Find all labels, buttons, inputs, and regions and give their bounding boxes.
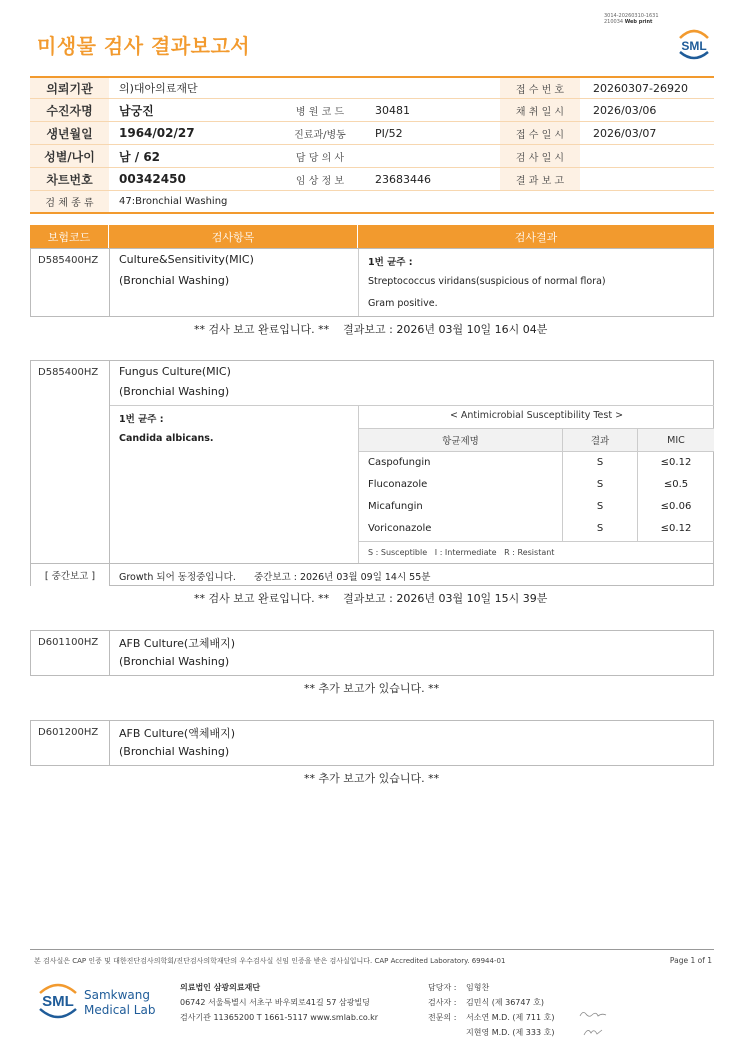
- collect-date-label: 채 취 일 시: [515, 106, 565, 118]
- birth-label: 생년월일: [30, 122, 109, 144]
- receipt-date-value: 2026/03/07: [593, 126, 657, 140]
- staff-role: 검사자 :: [428, 998, 457, 1007]
- susceptibility-title: < Antimicrobial Susceptibility Test >: [449, 410, 624, 421]
- staff-name: 임형찬: [466, 983, 490, 992]
- header-item: 검사항목: [109, 225, 358, 248]
- info-row: [30, 76, 714, 99]
- report-label: 결 과 보 고: [515, 175, 565, 187]
- test-name: AFB Culture(고체배지): [119, 637, 236, 650]
- page-number: Page 1 of 1: [669, 956, 712, 965]
- name-label: 수진자명: [30, 99, 109, 121]
- staff-name: 김민식 (제 36747 호): [466, 998, 544, 1007]
- interim-text: Growth 되어 동정중입니다.: [119, 572, 236, 583]
- result-label: 1번 균주 :: [368, 257, 413, 268]
- complete-text: ** 검사 보고 완료입니다. **: [194, 323, 330, 336]
- test-code: D601100HZ: [31, 631, 110, 675]
- header-result: 검사결과: [514, 230, 558, 244]
- info-row: [30, 191, 714, 214]
- sml-footer-logo-icon: [36, 981, 80, 1021]
- test-specimen: (Bronchial Washing): [119, 274, 230, 287]
- result-gram: Gram positive.: [368, 298, 438, 309]
- test-block: [30, 248, 714, 317]
- clinical-label: 임 상 정 보: [295, 175, 345, 187]
- sus-drug: Micafungin: [368, 501, 423, 512]
- signature-icon: [582, 1025, 604, 1037]
- doctor-label: 담 당 의 사: [295, 152, 345, 164]
- staff-name: 서소연 M.D. (제 711 호): [466, 1013, 555, 1022]
- sus-drug: Voriconazole: [368, 523, 432, 534]
- specimen-label: 검 체 종 류: [30, 191, 109, 212]
- test-code: D585400HZ: [31, 361, 110, 585]
- org-address: 06742 서울특별시 서초구 바우뫼로41길 57 삼광빌딩: [180, 998, 370, 1007]
- svg-text:SML: SML: [681, 39, 707, 53]
- sus-header-drug: 항균제명: [359, 429, 562, 451]
- dept-value: PI/52: [375, 126, 403, 140]
- web-print-label: Web print: [624, 19, 653, 25]
- sus-mic: ≤0.12: [660, 523, 692, 534]
- dept-label: 진료과/병동: [294, 129, 346, 141]
- sus-drug: Fluconazole: [368, 479, 428, 490]
- receipt-no-value: 20260307-26920: [593, 81, 688, 95]
- signature-icon: [578, 1008, 608, 1020]
- info-row: [30, 99, 714, 122]
- org-contact: 검사기관 11365200 T 1661-5117 www.smlab.co.kr: [180, 1013, 379, 1022]
- report-complete: [194, 321, 547, 337]
- print-code-line1: 3014-20260310-1631: [604, 13, 659, 19]
- result-organism: Candida albicans.: [119, 433, 214, 444]
- birth-value: 1964/02/27: [119, 126, 195, 140]
- test-block: [30, 720, 714, 766]
- institution-label: 의뢰기관: [30, 78, 109, 98]
- brand-name-line1: Samkwang: [84, 988, 150, 1002]
- info-row: [30, 122, 714, 145]
- org-name: 의료법인 삼광의료재단: [180, 983, 261, 992]
- organization-info: [180, 980, 378, 1025]
- test-block: [30, 360, 714, 586]
- hospital-code-label: 병 원 코 드: [295, 106, 345, 118]
- institution-value: 의)대아의료재단: [119, 82, 198, 95]
- test-name: Culture&Sensitivity(MIC): [119, 253, 254, 266]
- result-organism: Streptococcus viridans(suspicious of normal flora): [368, 276, 606, 287]
- pending-notice: ** 추가 보고가 있습니다. **: [304, 772, 440, 785]
- test-specimen: (Bronchial Washing): [119, 745, 230, 758]
- staff-name: 지현영 M.D. (제 333 호): [466, 1028, 555, 1037]
- sus-result: S: [596, 501, 604, 512]
- print-code-line2: 210034: [604, 19, 624, 25]
- test-name: AFB Culture(액체배지): [119, 727, 236, 740]
- info-row: [30, 145, 714, 168]
- test-table-header: [30, 225, 714, 248]
- sus-mic: ≤0.12: [660, 457, 692, 468]
- interim-label: [ 중간보고 ]: [31, 564, 110, 586]
- test-block: [30, 630, 714, 676]
- brand-name: [84, 988, 155, 1018]
- patient-info: [30, 76, 714, 214]
- header-code: 보험코드: [30, 225, 109, 248]
- receipt-date-label: 접 수 일 시: [515, 129, 565, 141]
- page-title: 미생물 검사 결과보고서: [37, 34, 251, 58]
- complete-text: ** 검사 보고 완료입니다. **: [194, 592, 330, 605]
- sus-header-mic: MIC: [638, 429, 714, 451]
- exam-date-label: 검 사 일 시: [515, 152, 565, 164]
- accreditation-note: 본 검사실은 CAP 인증 및 대한진단검사의학회/진단검사의학재단의 우수검사실 신임 인증을 받은 검사실입니다. CAP Accredited Laboratory. 69944-01: [34, 957, 506, 965]
- interim-report: [119, 569, 430, 583]
- test-specimen: (Bronchial Washing): [119, 655, 230, 668]
- test-specimen: (Bronchial Washing): [119, 385, 230, 398]
- sex-age-label: 성별/나이: [30, 145, 109, 167]
- result-label: 1번 균주 :: [119, 414, 164, 425]
- sml-logo-icon: [676, 26, 712, 62]
- sex-age-value: 남 / 62: [119, 149, 161, 164]
- staff-role: 담당자 :: [428, 983, 457, 992]
- sus-header-result: 결과: [563, 429, 637, 451]
- brand-name-line2: Medical Lab: [84, 1003, 156, 1017]
- info-row: [30, 168, 714, 191]
- test-name: Fungus Culture(MIC): [119, 365, 231, 378]
- chart-value: 00342450: [119, 172, 186, 186]
- receipt-no-label: 접 수 번 호: [515, 84, 565, 96]
- report-time: 결과보고 : 2026년 03월 10일 16시 04분: [343, 323, 548, 336]
- sus-drug: Caspofungin: [368, 457, 431, 468]
- name-value: 남궁진: [119, 103, 154, 118]
- clinical-value: 23683446: [375, 172, 431, 186]
- print-code: [604, 13, 659, 25]
- staff-role: 전문의 :: [428, 1013, 457, 1022]
- report-time: 결과보고 : 2026년 03월 10일 15시 39분: [343, 592, 548, 605]
- sus-result: S: [596, 523, 604, 534]
- staff-list: [428, 980, 554, 1040]
- interim-time: 중간보고 : 2026년 03월 09일 14시 55분: [254, 572, 431, 583]
- test-code: D585400HZ: [31, 249, 110, 316]
- test-code: D601200HZ: [31, 721, 110, 765]
- collect-date-value: 2026/03/06: [593, 103, 657, 117]
- sus-result: S: [596, 457, 604, 468]
- chart-label: 차트번호: [30, 168, 109, 190]
- hospital-code-value: 30481: [375, 103, 410, 117]
- sus-mic: ≤0.06: [660, 501, 692, 512]
- sus-mic: ≤0.5: [663, 479, 689, 490]
- specimen-value: 47:Bronchial Washing: [119, 196, 228, 207]
- svg-text:SML: SML: [42, 993, 74, 1010]
- sus-result: S: [596, 479, 604, 490]
- report-complete: [194, 590, 547, 606]
- susceptibility-legend: S : Susceptible I : Intermediate R : Resistant: [368, 548, 555, 557]
- pending-notice: ** 추가 보고가 있습니다. **: [304, 682, 440, 695]
